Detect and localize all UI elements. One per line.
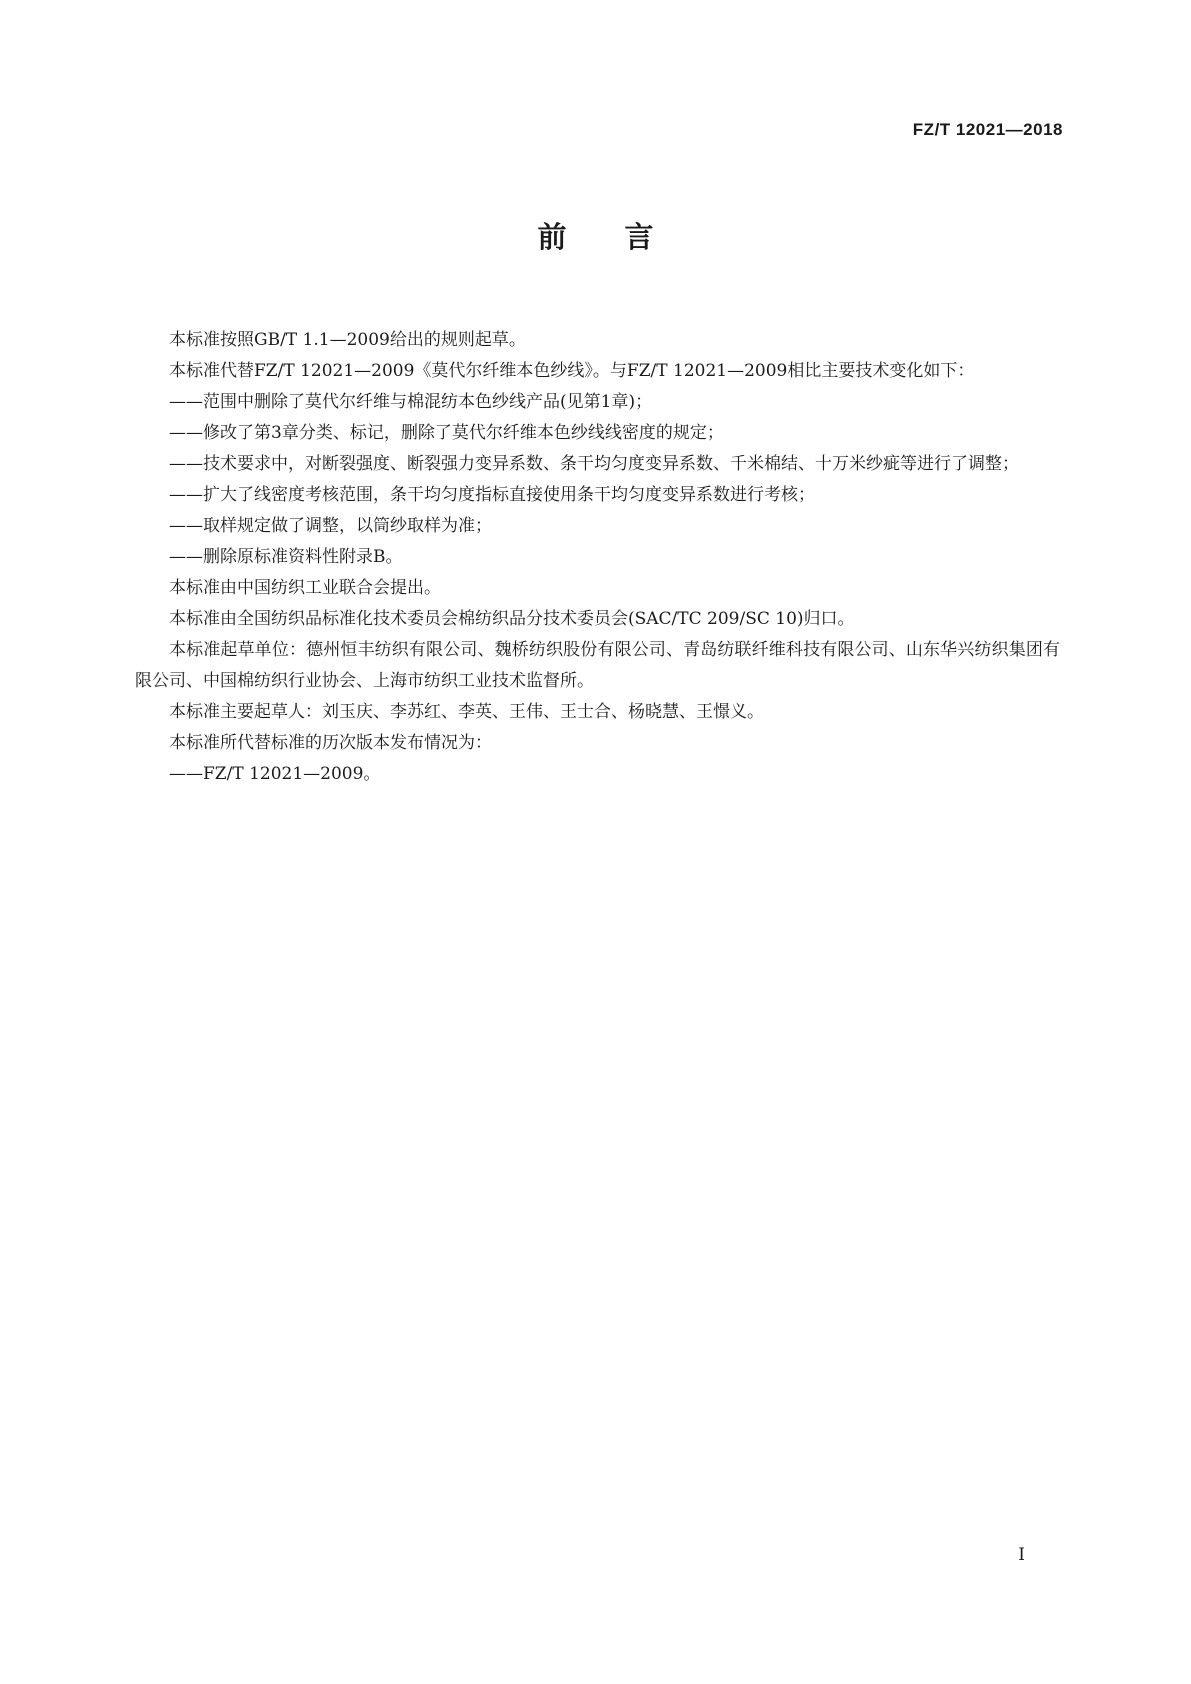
change-item-annex: ——删除原标准资料性附录B。	[169, 547, 403, 567]
paragraph-drafting-units: 本标准起草单位：德州恒丰纺织有限公司、魏桥纺织股份有限公司、青岛纺联纤维科技有限公司、山东华兴纺织集团有限公司、中国棉纺织行业协会、上海市纺织工业技术监督所。	[135, 640, 1060, 691]
page-title: 前言	[537, 220, 712, 254]
paragraph-drafting-rules: 本标准按照GB/T 1.1—2009给出的规则起草。	[169, 330, 526, 350]
change-item-technical-requirements: ——技术要求中，对断裂强度、断裂强力变异系数、条干均匀度变异系数、千米棉结、十万米纱疵等进行了调整；	[169, 454, 1019, 474]
change-item-classification: ——修改了第3章分类、标记，删除了莫代尔纤维本色纱线线密度的规定；	[169, 423, 724, 443]
paragraph-drafters: 本标准主要起草人：刘玉庆、李苏红、李英、王伟、王士合、杨晓慧、王憬义。	[169, 702, 764, 722]
standard-code: FZ/T 12021—2018	[912, 120, 1063, 139]
history-item: ——FZ/T 12021—2009。	[169, 764, 381, 784]
paragraph-history: 本标准所代替标准的历次版本发布情况为：	[169, 733, 492, 753]
paragraph-proposer: 本标准由中国纺织工业联合会提出。	[169, 578, 441, 598]
paragraph-committee: 本标准由全国纺织品标准化技术委员会棉纺织品分技术委员会(SAC/TC 209/SC 10)归口。	[169, 609, 855, 629]
page-number: I	[1018, 1545, 1025, 1565]
change-item-linear-density: ——扩大了线密度考核范围，条干均匀度指标直接使用条干均匀度变异系数进行考核；	[169, 485, 815, 505]
paragraph-replacement: 本标准代替FZ/T 12021—2009《莫代尔纤维本色纱线》。与FZ/T 12021—2009相比主要技术变化如下：	[169, 361, 975, 381]
change-item-sampling: ——取样规定做了调整，以筒纱取样为准；	[169, 516, 492, 536]
foreword-body	[135, 325, 1060, 790]
change-item-scope: ——范围中删除了莫代尔纤维与棉混纺本色纱线产品(见第1章)；	[169, 392, 653, 412]
